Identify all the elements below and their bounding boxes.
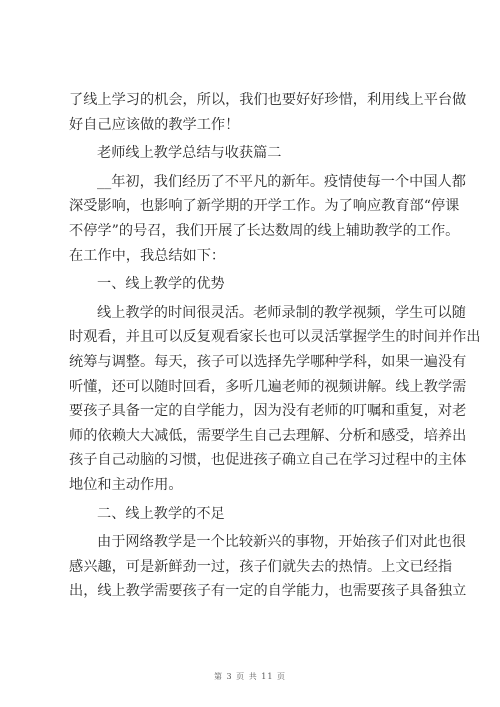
body-line: __年初，我们经历了不平凡的新年。疫情使每一个中国人都	[97, 173, 466, 190]
page-number: 第 3 页 共 11 页	[214, 672, 286, 681]
body-line: 统筹与调整。每天，孩子可以选择先学哪种学科，如果一遍没有	[69, 353, 467, 370]
body-line: 要孩子具备一定的自学能力，因为没有老师的叮嘱和重复，对老	[69, 403, 467, 420]
body-line: 感兴趣，可是新鲜劲一过，孩子们就失去的热情。上文已经指	[69, 558, 453, 575]
body-line: 时观看，并且可以反复观看家长也可以灵活掌握学生的时间并作出	[69, 329, 481, 346]
body-line: 师的依赖大大减低，需要学生自己去理解、分析和感受，培养出	[69, 427, 467, 444]
body-line: 线上教学的时间很灵活。老师录制的教学视频，学生可以随	[97, 304, 466, 321]
body-line: 地位和主动作用。	[69, 476, 183, 493]
body-line: 好自己应该做的教学工作！	[69, 116, 240, 133]
section-heading: 一、线上教学的优势	[97, 276, 225, 293]
body-line: 不停学”的号召，我们开展了长达数周的线上辅助教学的工作。	[69, 222, 460, 239]
body-line: 孩子自己动脑的习惯，也促进孩子确立自己在学习过程中的主体	[69, 452, 467, 469]
body-line: 听懂，还可以随时回看，多听几遍老师的视频讲解。线上教学需	[69, 378, 467, 395]
body-line: 在工作中，我总结如下：	[69, 247, 226, 264]
body-line: 深受影响，也影响了新学期的开学工作。为了响应教育部“停课	[69, 198, 460, 215]
document-page	[69, 88, 481, 604]
body-line: 由于网络教学是一个比较新兴的事物，开始孩子们对此也很	[97, 534, 466, 551]
body-line: 了线上学习的机会，所以，我们也要好好珍惜，利用线上平台做	[69, 92, 467, 108]
section-title: 老师线上教学总结与收获篇二	[97, 145, 282, 162]
section-heading: 二、线上教学的不足	[97, 505, 225, 522]
body-line: 出，线上教学需要孩子有一定的自学能力，也需要孩子具备独立	[69, 583, 467, 600]
